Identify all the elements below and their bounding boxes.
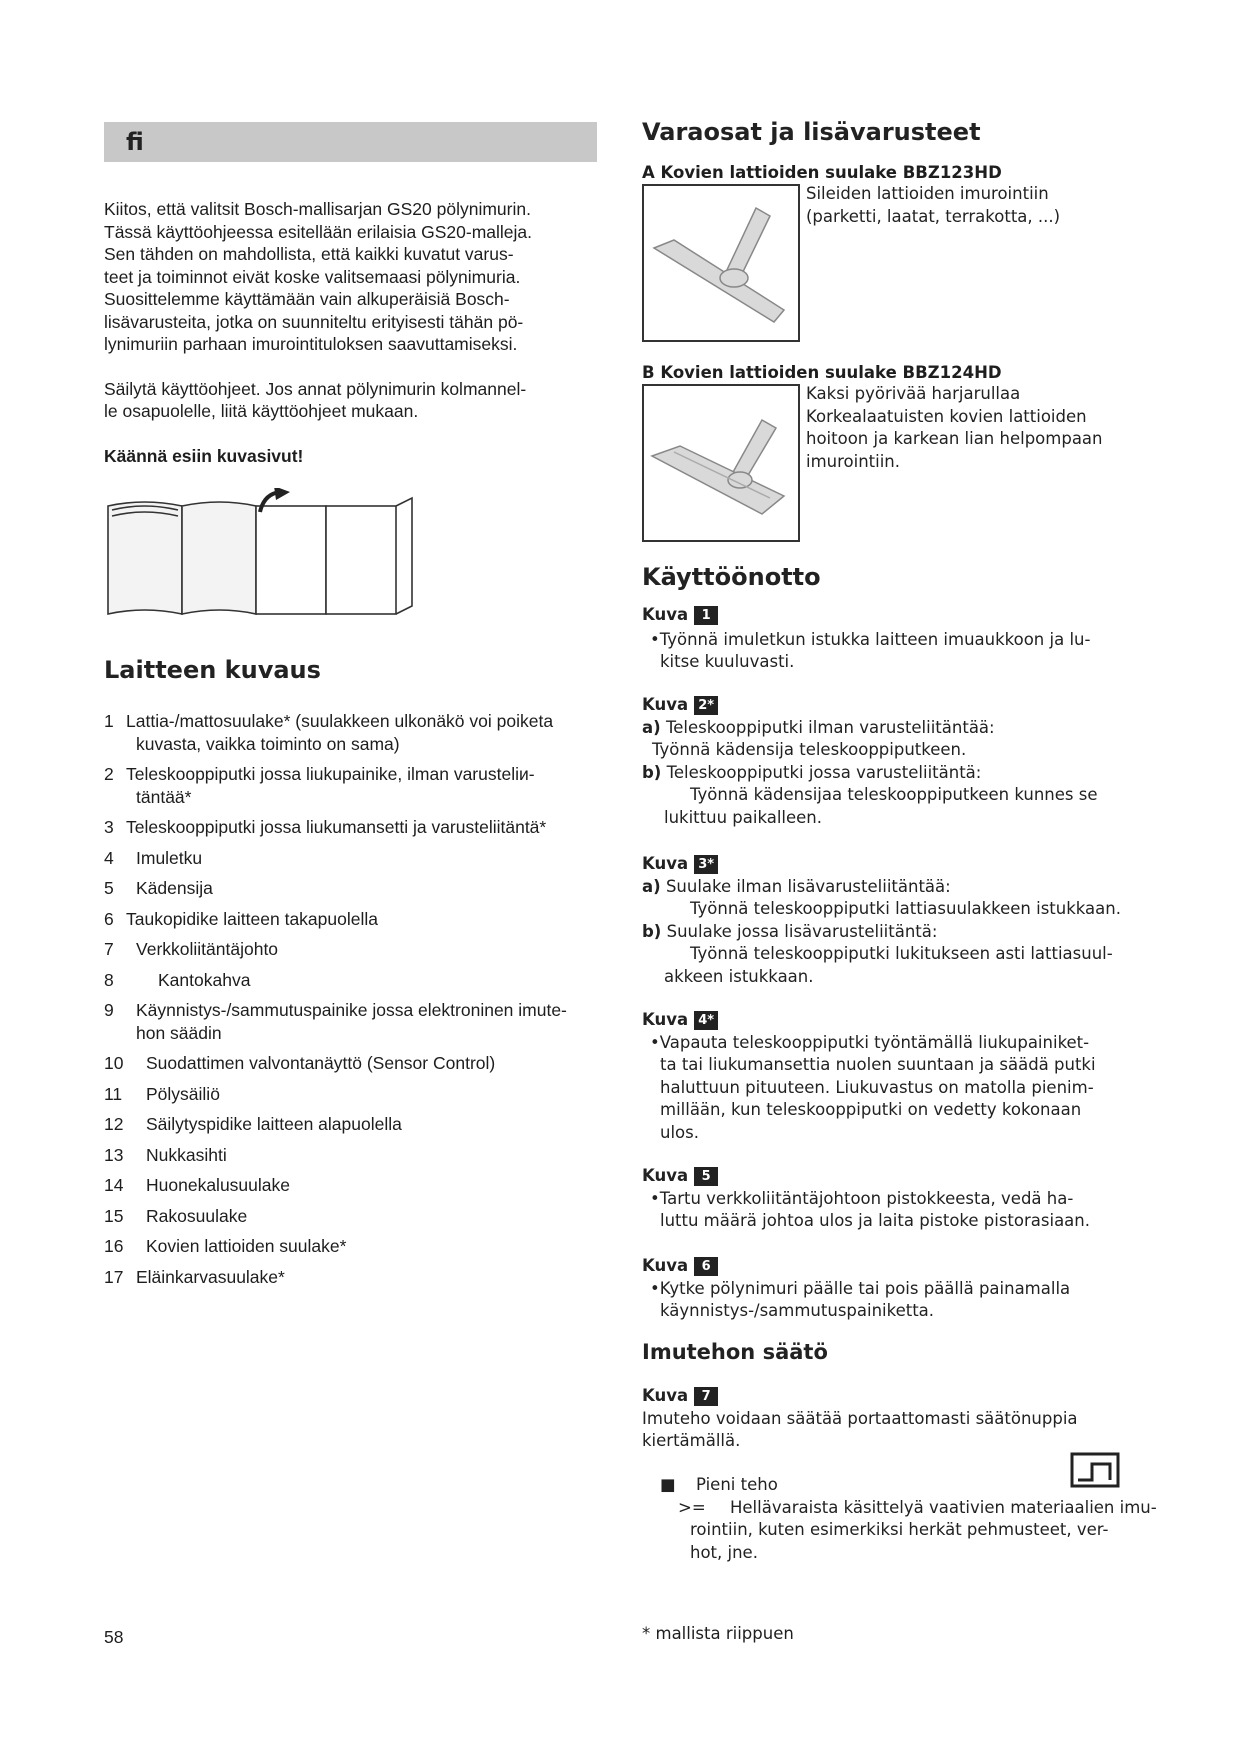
- figure-label: Kuva 4*: [642, 1009, 1162, 1032]
- figure-4-block: Kuva 4* •Vapauta teleskooppiputki työntämällä liukupainiket- ta tai liukumansettia nuolen suuntaan ja säädä putki haluttuun pituuteen. Liukuvastus on matolla pienim- millään, kun teleskooppiputki on vedetty kokonaan ulos.: [642, 1009, 1162, 1144]
- list-item: 6 Taukopidike laitteen takapuolella: [104, 908, 378, 929]
- list-item: 10 Suodattimen valvontanäyttö (Sensor Control): [104, 1053, 496, 1073]
- figure-label: Kuva 1: [642, 604, 1162, 627]
- figure-label: Kuva 7: [642, 1385, 1162, 1408]
- intro-paragraph-1: Kiitos, että valitsit Bosch-mallisarjan GS20 pölynimurin. Tässä käyttöohjeessa esitellään erilaisia GS20-malleja. Sen tähden on mahdollista, että kaikki kuvatut varus- teet ja toiminnot eivät koske valitsemaasi pölynimuria. Suosittelemme käyttämään vain alkuperäisiä Bosch- lisävarusteita, jotka on suunniteltu erityisesti tähän pö- lynimuriin parhaan imurointituloksen saavuttamiseksi.: [104, 199, 532, 354]
- low-power-bullet: ■ Pieni teho >= Hellävaraista käsittelyä vaativien materiaalien imu- rointiin, kuten esimerkiksi herkät pehmusteet, ver- hot, jne.: [660, 1475, 1157, 1562]
- figure-7-block: Kuva 7 Imuteho voidaan säätää portaattomasti säätönuppia kiertämällä.: [642, 1385, 1162, 1453]
- figure-badge: 2*: [694, 696, 718, 715]
- footnote: * mallista riippuen: [642, 1624, 794, 1643]
- suction-title: Imutehon säätö: [642, 1340, 828, 1364]
- list-item: 14 Huonekalusuulake: [104, 1175, 290, 1195]
- list-item: 11 Pölysäiliö: [104, 1083, 220, 1104]
- list-item: 2 Teleskooppiputki jossa liukupainike, ilman varusteliи- täntää*: [104, 764, 535, 807]
- language-code: fi: [126, 128, 144, 156]
- figure-1-block: Kuva 1 •Työnnä imuletkun istukka laitteen imuaukkoon ja lu- kitse kuuluvasti.: [642, 604, 1162, 674]
- figure-badge: 6: [694, 1257, 718, 1276]
- list-item: 1 Lattia-/mattosuulake* (suulakkeen ulkonäkö voi poiketa kuvasta, vaikka toiminto on sama): [104, 711, 554, 754]
- intro-paragraph-2: Säilytä käyttöohjeet. Jos annat pölynimurin kolmannel- le osapuolelle, liitä käyttöohjeet mukaan.: [104, 378, 527, 421]
- list-item: 4 Imuletku: [104, 847, 203, 868]
- accessory-b-description: Kaksi pyörivää harjarullaa Korkealaatuisten kovien lattioiden hoitoon ja karkean lian helpompaan imurointiin.: [806, 384, 1103, 471]
- accessory-b-image: [642, 384, 800, 542]
- list-item: 15 Rakosuulake: [104, 1205, 248, 1226]
- description-title: Laitteen kuvaus: [104, 656, 321, 684]
- figure-5-block: Kuva 5 •Tartu verkkoliitäntäjohtoon pistokkeesta, vedä ha- luttu määrä johtoa ulos ja laita pistoke pistorasiaan.: [642, 1165, 1162, 1233]
- language-bar: [104, 122, 597, 162]
- accessories-title: Varaosat ja lisävarusteet: [642, 118, 981, 146]
- figure-badge: 5: [694, 1167, 718, 1186]
- figure-label: Kuva 6: [642, 1255, 1162, 1278]
- figure-2-block: Kuva 2* a) Teleskooppiputki ilman varusteliitäntää: Työnnä kädensija teleskooppiputkeen. b) Teleskooppiputki jossa varusteliitäntä: Työnnä kädensijaa teleskooppiputkeen kunnes se lukittuu paikalleen.: [642, 694, 1162, 829]
- bullet-square-icon: ■: [660, 1475, 676, 1494]
- accessory-a-title: A Kovien lattioiden suulake BBZ123HD: [642, 163, 1002, 182]
- list-item: 13 Nukkasihti: [104, 1144, 227, 1165]
- setup-title: Käyttöönotto: [642, 563, 821, 591]
- turn-pages-note: Käännä esiin kuvasivut!: [104, 445, 304, 466]
- brush-roll-nozzle-icon: [644, 386, 798, 540]
- page-number: 58: [104, 1627, 124, 1647]
- figure-badge: 4*: [694, 1011, 718, 1030]
- figure-6-block: Kuva 6 •Kytke pölynimuri päälle tai pois päällä painamalla käynnistys-/sammutuspainiketta.: [642, 1255, 1162, 1323]
- list-item: 8 Kantokahva: [104, 969, 251, 990]
- list-item: 5 Kädensija: [104, 878, 213, 898]
- figure-label: Kuva 5: [642, 1165, 1162, 1188]
- figure-badge: 3*: [694, 855, 718, 874]
- hard-floor-nozzle-icon: [644, 186, 798, 340]
- list-item: 16 Kovien lattioiden suulake*: [104, 1236, 347, 1256]
- list-item: 9 Käynnistys-/sammutuspainike jossa elektroninen imute- hon säädin: [104, 1000, 567, 1043]
- list-item: 3 Teleskooppiputki jossa liukumansetti ja varusteliitäntä*: [104, 817, 547, 837]
- accessory-a-image: [642, 184, 800, 342]
- list-item: 17 Eläinkarvasuulake*: [104, 1266, 285, 1287]
- figure-3-block: Kuva 3* a) Suulake ilman lisävarusteliitäntää: Työnnä teleskooppiputki lattiasuulakkeen istukkaan. b) Suulake jossa lisävarusteliitäntä: Työnnä teleskooppiputki lukitukseen asti lattiasuul- akkeen istukkaan.: [642, 853, 1162, 988]
- accessory-b-title: B Kovien lattioiden suulake BBZ124HD: [642, 363, 1002, 382]
- fold-out-pages-illustration: [104, 488, 420, 620]
- figure-badge: 1: [694, 606, 718, 625]
- intro-text: [104, 198, 604, 489]
- figure-label: Kuva 3*: [642, 853, 1162, 876]
- list-item: 7 Verkkoliitäntäjohto: [104, 939, 279, 959]
- accessory-a-description: Sileiden lattioiden imurointiin (parketti, laatat, terrakotta, ...): [806, 184, 1061, 226]
- list-item: 12 Säilytyspidike laitteen alapuolella: [104, 1114, 402, 1134]
- parts-list: [104, 710, 624, 1296]
- figure-badge: 7: [694, 1387, 718, 1406]
- figure-label: Kuva 2*: [642, 694, 1162, 717]
